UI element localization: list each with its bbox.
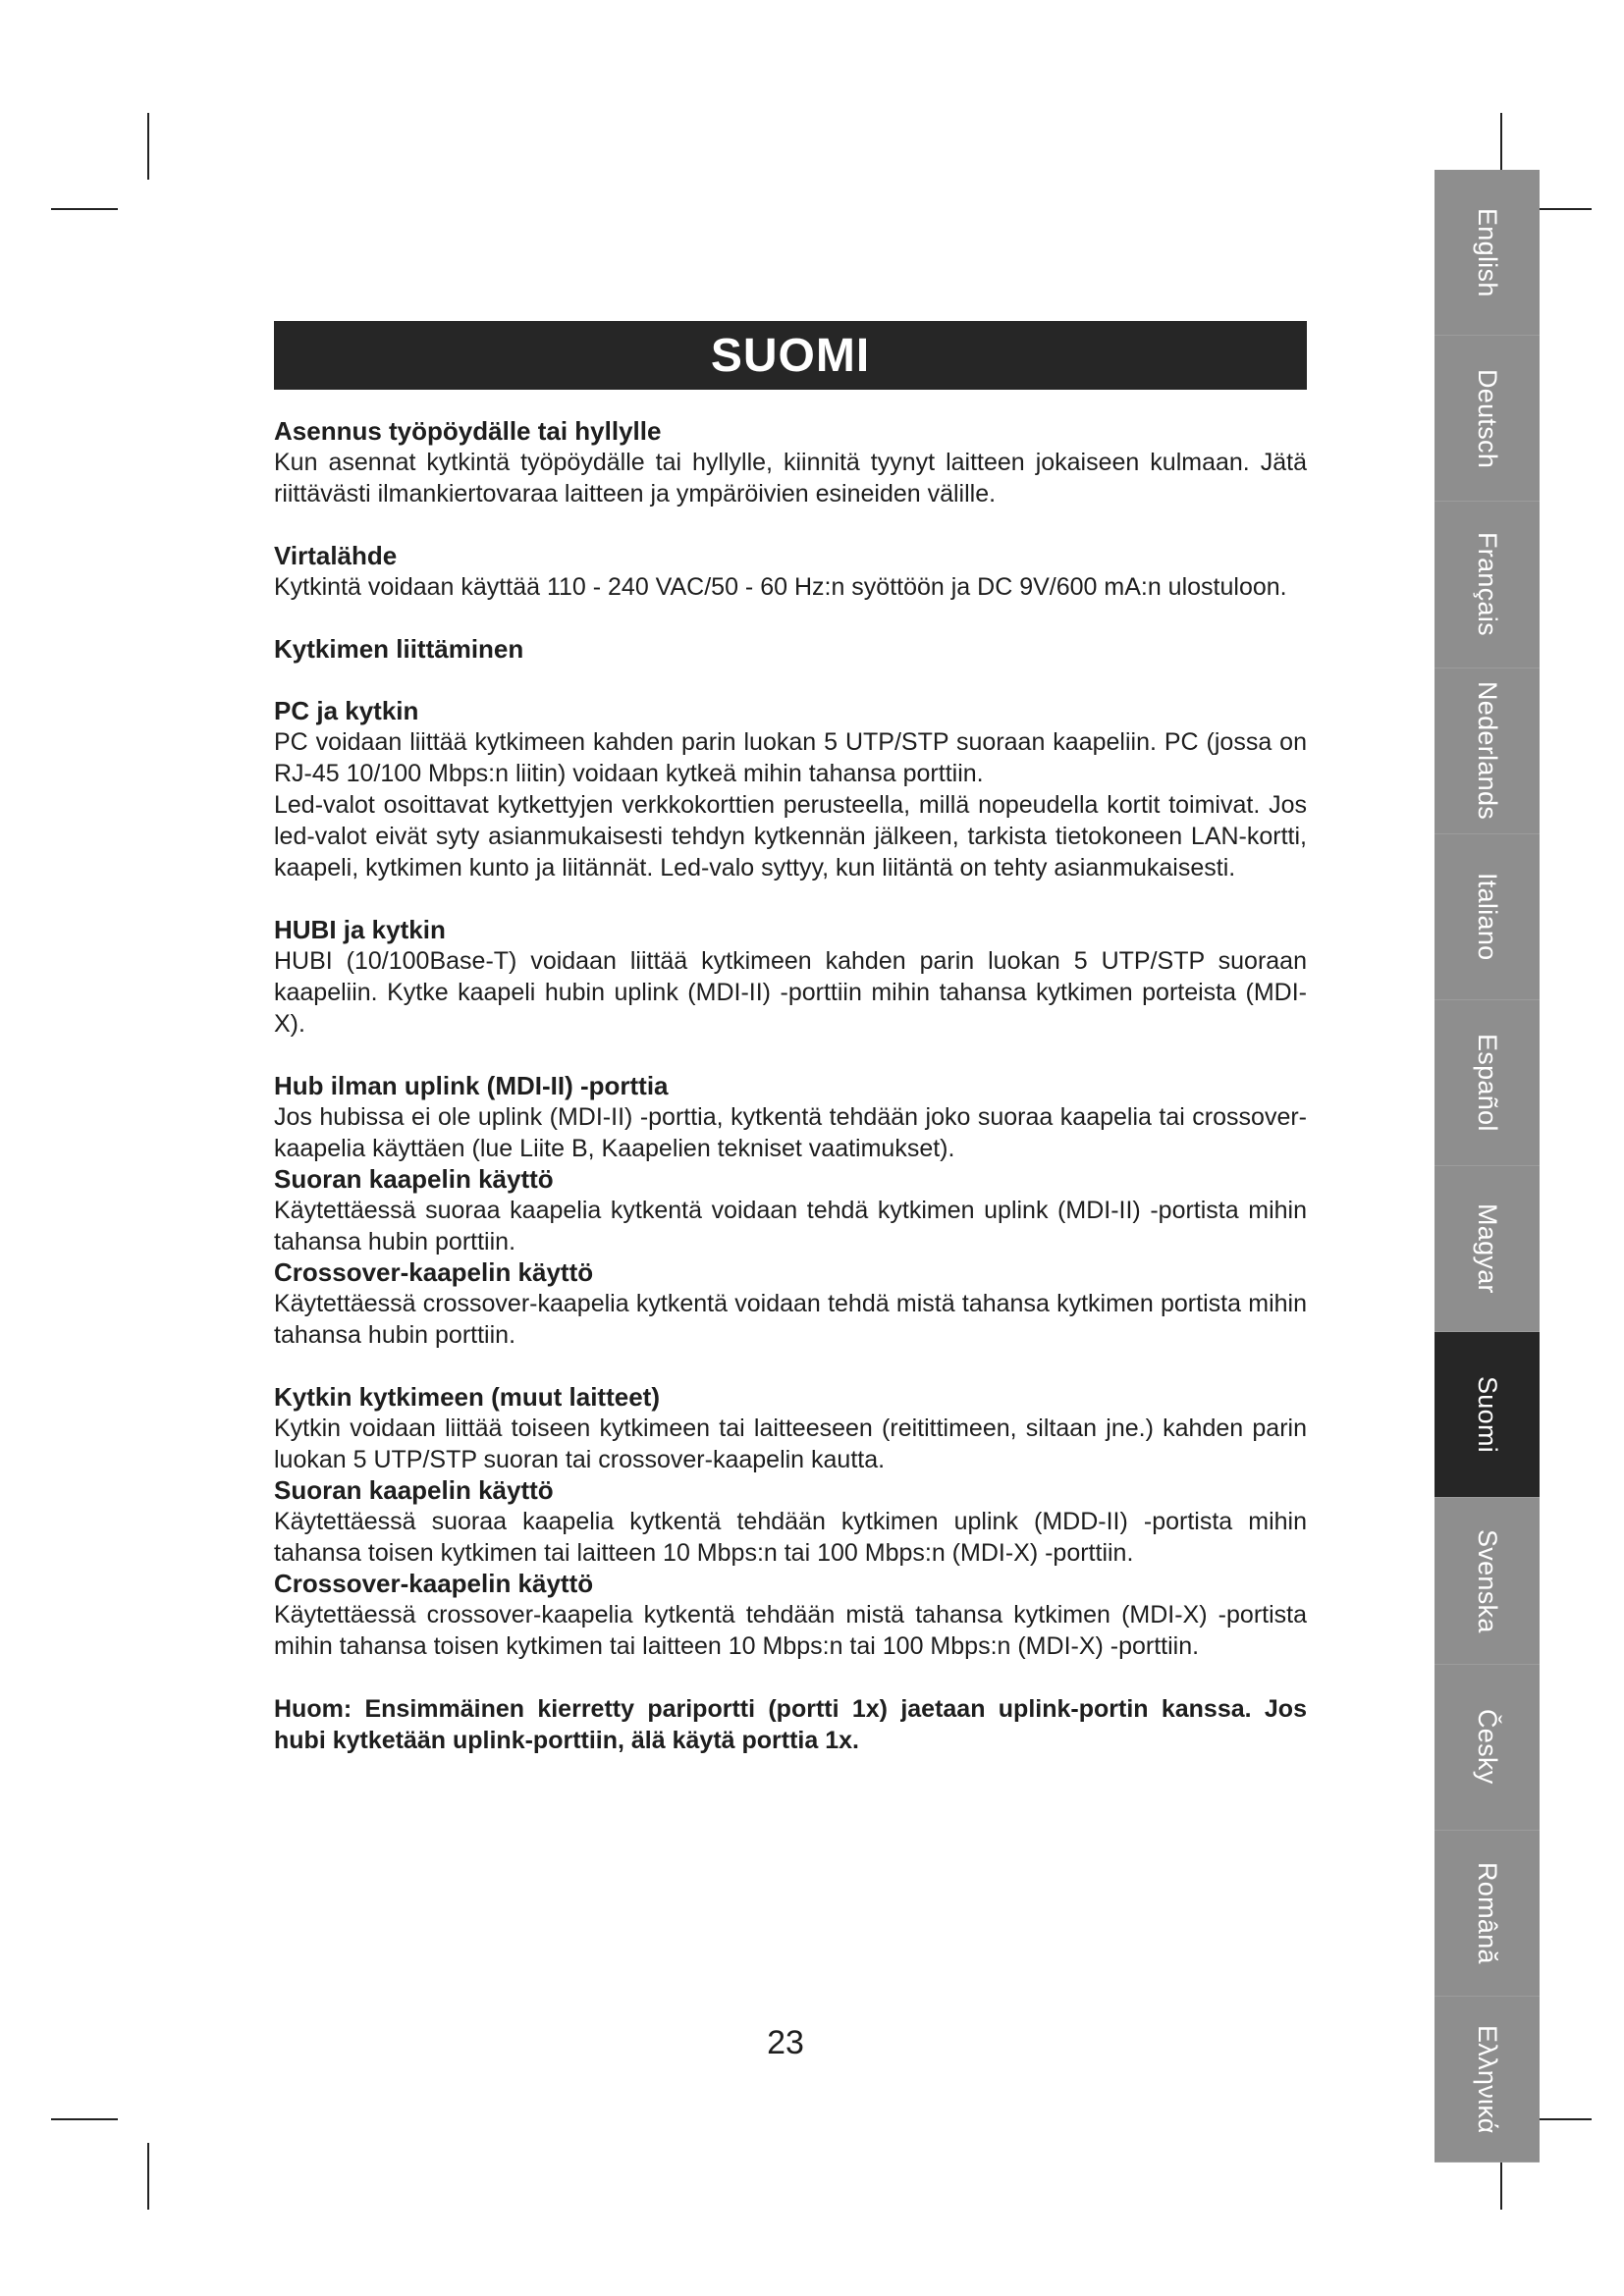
section-heading: PC ja kytkin (274, 696, 419, 725)
page-number: 23 (767, 2024, 804, 2061)
section-paragraph: PC voidaan liittää kytkimeen kahden parin luokan 5 UTP/STP suoraan kaapeliin. PC (jossa on RJ-45 10/100 Mbps:n liitin) voidaan kytkeä mihin tahansa porttiin. (274, 728, 1307, 787)
document-body (274, 416, 1307, 1756)
section-heading: Asennus työpöydälle tai hyllylle (274, 416, 662, 446)
language-tab-suomi[interactable] (1435, 1332, 1540, 1498)
language-tab-label: Italiano (1473, 873, 1502, 961)
language-tab-label: English (1473, 207, 1502, 297)
language-tab-label: Suomi (1473, 1376, 1502, 1454)
section-heading: HUBI ja kytkin (274, 915, 446, 944)
language-tab-greek[interactable] (1435, 1997, 1540, 2163)
section-paragraph: HUBI (10/100Base-T) voidaan liittää kytkimeen kahden parin luokan 5 UTP/STP suoraan kaapeliin. Kytke kaapeli hubin uplink (MDI-II) -porttiin mihin tahansa kytkimen porteista (MDI-X). (274, 947, 1307, 1038)
language-tab-label: Español (1473, 1034, 1502, 1132)
crop-mark-bottom-left-vertical (147, 2143, 149, 2210)
language-tab-romana[interactable] (1435, 1831, 1540, 1997)
section-heading: Hub ilman uplink (MDI-II) -porttia (274, 1071, 669, 1100)
language-tab-italiano[interactable] (1435, 834, 1540, 1000)
page-title-bar (274, 321, 1307, 390)
section-paragraph: Käytettäessä suoraa kaapelia kytkentä voidaan tehdä kytkimen uplink (MDI-II) -portista mihin tahansa hubin porttiin. (274, 1197, 1307, 1255)
section-paragraph: Kun asennat kytkintä työpöydälle tai hyllylle, kiinnitä tyynyt laitteen jokaiseen kulmaan. Jätä riittävästi ilmankiertovaraa laitteen ja ympäröivien esineiden välille. (274, 449, 1307, 507)
section-paragraph: Jos hubissa ei ole uplink (MDI-II) -porttia, kytkentä tehdään joko suoraa kaapelia tai crossover-kaapelia käyttäen (lue Liite B, Kaapelien tekniset vaatimukset). (274, 1103, 1307, 1162)
subsection-heading: Crossover-kaapelin käyttö (274, 1569, 594, 1598)
section-paragraph: Led-valot osoittavat kytkettyjen verkkokorttien perusteella, millä nopeudella kortit toimivat. Jos led-valot eivät syty asianmukaisesti tehdyn kytkennän jälkeen, tarkista tietokoneen LAN-kortti, kaapeli, kytkimen kunto ja liitännät. Led-valo syttyy, kun liitäntä on tehty asianmukaisesti. (274, 791, 1307, 881)
section-heading: Kytkimen liittäminen (274, 634, 524, 664)
language-tab-label: Magyar (1473, 1203, 1502, 1295)
section-paragraph: Kytkintä voidaan käyttää 110 - 240 VAC/50 - 60 Hz:n syöttöön ja DC 9V/600 mA:n ulostuloon. (274, 573, 1287, 601)
note-paragraph: Huom: Ensimmäinen kierretty pariportti (portti 1x) jaetaan uplink-portin kanssa. Jos hubi kytketään uplink-porttiin, älä käytä porttia 1x. (274, 1695, 1307, 1754)
language-tab-label: Ελληνικά (1473, 2024, 1502, 2134)
language-tab-francais[interactable] (1435, 502, 1540, 667)
subsection-heading: Suoran kaapelin käyttö (274, 1164, 554, 1194)
section-paragraph: Käytettäessä crossover-kaapelia kytkentä tehdään mistä tahansa kytkimen (MDI-X) -portista mihin tahansa toisen kytkimen tai laitteen 10 Mbps:n tai 100 Mbps:n (MDI-X) -porttiin. (274, 1601, 1307, 1660)
crop-mark-top-left-horizontal (51, 208, 118, 210)
language-tab-deutsch[interactable] (1435, 336, 1540, 502)
language-tab-bar (1435, 170, 1540, 2163)
language-tab-label: Français (1473, 532, 1502, 637)
section-heading: Virtalähde (274, 541, 398, 570)
crop-mark-bottom-left-horizontal (51, 2118, 118, 2120)
language-tab-label: Česky (1473, 1709, 1502, 1785)
language-tab-label: Nederlands (1473, 681, 1502, 821)
language-tab-espanol[interactable] (1435, 1000, 1540, 1166)
crop-mark-top-left-vertical (147, 113, 149, 180)
language-tab-nederlands[interactable] (1435, 668, 1540, 834)
language-tab-label: Deutsch (1473, 368, 1502, 468)
subsection-heading: Suoran kaapelin käyttö (274, 1475, 554, 1505)
section-paragraph: Käytettäessä suoraa kaapelia kytkentä tehdään kytkimen uplink (MDD-II) -portista mihin tahansa toisen kytkimen tai laitteen 10 Mbps:n tai 100 Mbps:n (MDI-X) -porttiin. (274, 1508, 1307, 1567)
language-tab-magyar[interactable] (1435, 1166, 1540, 1332)
section-heading: Kytkin kytkimeen (muut laitteet) (274, 1382, 660, 1412)
section-paragraph: Kytkin voidaan liittää toiseen kytkimeen tai laitteeseen (reitittimeen, siltaan jne.) kahden parin luokan 5 UTP/STP suoran tai crossover-kaapelin kautta. (274, 1415, 1307, 1473)
section-paragraph: Käytettäessä crossover-kaapelia kytkentä voidaan tehdä mistä tahansa kytkimen portista mihin tahansa hubin porttiin. (274, 1290, 1307, 1349)
subsection-heading: Crossover-kaapelin käyttö (274, 1257, 594, 1287)
page-title: SUOMI (710, 329, 871, 382)
language-tab-label: Română (1473, 1861, 1502, 1964)
language-tab-english[interactable] (1435, 170, 1540, 336)
language-tab-cesky[interactable] (1435, 1665, 1540, 1831)
language-tab-label: Svenska (1473, 1528, 1502, 1633)
language-tab-svenska[interactable] (1435, 1498, 1540, 1664)
